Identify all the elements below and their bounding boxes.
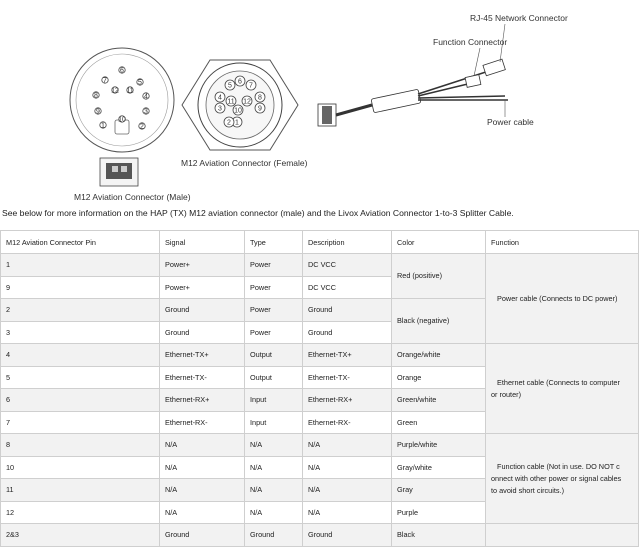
table-row <box>1 524 639 547</box>
pin-number-label: 1 <box>235 119 239 127</box>
function-connector-label: Function Connector <box>433 37 508 47</box>
cell-color: Gray <box>392 479 486 502</box>
cell-type: Output <box>245 344 303 367</box>
cell-description: Ethernet-TX+ <box>303 344 392 367</box>
splitter-cable-drawing <box>318 59 508 126</box>
function-ethernet-line1: Ethernet cable (Connects to computer <box>497 377 620 387</box>
table-row <box>1 434 639 457</box>
cell-function-ethernet <box>486 344 639 434</box>
pin-number-label: 12 <box>111 87 119 95</box>
cell-pin: 6 <box>1 389 160 412</box>
cell-signal: N/A <box>160 501 245 524</box>
pin-number-label: 11 <box>126 87 134 95</box>
cell-color: Orange <box>392 366 486 389</box>
cell-pin: 8 <box>1 434 160 457</box>
cell-description: N/A <box>303 501 392 524</box>
cell-type: Input <box>245 411 303 434</box>
cell-pin: 2&3 <box>1 524 160 547</box>
cell-color: Green <box>392 411 486 434</box>
pin-number-label: 2 <box>140 123 144 131</box>
cell-description: N/A <box>303 479 392 502</box>
function-ethernet-line2: or router) <box>491 389 522 399</box>
pin-number-label: 10 <box>118 116 126 124</box>
pin-number-label: 5 <box>138 79 142 87</box>
pin-number-label: 10 <box>234 107 242 115</box>
cell-pin: 4 <box>1 344 160 367</box>
pin-number-label: 4 <box>144 93 148 101</box>
cell-color-merged: Black (negative) <box>392 299 486 344</box>
cell-function-empty <box>486 524 639 547</box>
cell-signal: N/A <box>160 434 245 457</box>
cell-signal: Power+ <box>160 254 245 277</box>
function-unused-line1: Function cable (Not in use. DO NOT c <box>497 461 620 471</box>
pin-number-label: 5 <box>228 82 232 90</box>
cell-description: DC VCC <box>303 276 392 299</box>
cell-color: Purple <box>392 501 486 524</box>
cell-type: N/A <box>245 434 303 457</box>
table-row <box>1 344 639 367</box>
cell-type: N/A <box>245 479 303 502</box>
cell-description: N/A <box>303 434 392 457</box>
cell-pin: 7 <box>1 411 160 434</box>
function-unused-line2: onnect with other power or signal cables <box>491 473 622 483</box>
pin-number-label: 7 <box>249 82 253 90</box>
cell-color: Gray/white <box>392 456 486 479</box>
cell-signal: Ethernet-RX- <box>160 411 245 434</box>
cell-color: Purple/white <box>392 434 486 457</box>
cell-pin: 2 <box>1 299 160 322</box>
cell-description: Ethernet-TX- <box>303 366 392 389</box>
cell-type: Power <box>245 276 303 299</box>
cell-pin: 11 <box>1 479 160 502</box>
cell-pin: 3 <box>1 321 160 344</box>
col-header-function: Function <box>486 231 639 254</box>
cell-signal: N/A <box>160 479 245 502</box>
cell-pin: 12 <box>1 501 160 524</box>
function-power-text: Power cable (Connects to DC power) <box>497 293 618 303</box>
cell-pin: 9 <box>1 276 160 299</box>
connector-diagram <box>0 0 640 205</box>
table-header-row <box>1 231 639 254</box>
cell-color: Orange/white <box>392 344 486 367</box>
pin-number-label: 8 <box>258 94 262 102</box>
male-connector-face <box>70 48 174 152</box>
cell-description: Ground <box>303 321 392 344</box>
cell-signal: Ground <box>160 524 245 547</box>
cell-color: Black <box>392 524 486 547</box>
cell-description: Ethernet-RX+ <box>303 389 392 412</box>
cell-type: Ground <box>245 524 303 547</box>
cell-signal: N/A <box>160 456 245 479</box>
pin-number-label: 9 <box>96 108 100 116</box>
cell-pin: 1 <box>1 254 160 277</box>
cell-function-power <box>486 254 639 344</box>
col-header-signal: Signal <box>160 231 245 254</box>
pin-number-label: 6 <box>120 67 124 75</box>
cell-signal: Ethernet-TX- <box>160 366 245 389</box>
cell-type: Power <box>245 321 303 344</box>
cell-type: Output <box>245 366 303 389</box>
power-cable-label: Power cable <box>487 117 534 127</box>
cell-pin: 5 <box>1 366 160 389</box>
male-connector-label: M12 Aviation Connector (Male) <box>74 192 191 202</box>
pin-number-label: 2 <box>227 119 231 127</box>
cell-pin: 10 <box>1 456 160 479</box>
col-header-type: Type <box>245 231 303 254</box>
cell-type: Input <box>245 389 303 412</box>
pin-number-label: 4 <box>218 94 222 102</box>
pin-spec-table <box>0 230 639 547</box>
cell-description: Ethernet-RX- <box>303 411 392 434</box>
cell-description: Ground <box>303 524 392 547</box>
cell-type: N/A <box>245 501 303 524</box>
pin-number-label: 11 <box>227 98 235 106</box>
intro-paragraph: See below for more information on the HAP (TX) M12 aviation connector (male) and the Livox Aviation Connector 1-to-3 Splitter Cable. <box>2 208 514 218</box>
cell-description: N/A <box>303 456 392 479</box>
pin-number-label: 6 <box>238 78 242 86</box>
cell-function-unused <box>486 434 639 524</box>
cell-signal: Ethernet-RX+ <box>160 389 245 412</box>
table-row <box>1 254 639 277</box>
cell-signal: Ethernet-TX+ <box>160 344 245 367</box>
cell-color-merged: Red (positive) <box>392 254 486 299</box>
col-header-color: Color <box>392 231 486 254</box>
cell-type: Power <box>245 299 303 322</box>
pin-number-label: 3 <box>218 105 222 113</box>
pin-number-label: 12 <box>243 98 251 106</box>
cell-signal: Ground <box>160 321 245 344</box>
col-header-pin: M12 Aviation Connector Pin <box>1 231 160 254</box>
pin-number-label: 9 <box>258 105 262 113</box>
cell-signal: Ground <box>160 299 245 322</box>
pin-number-label: 3 <box>144 108 148 116</box>
col-header-description: Description <box>303 231 392 254</box>
rj45-label: RJ-45 Network Connector <box>470 13 568 23</box>
function-unused-line3: to avoid short circuits.) <box>491 485 564 495</box>
cell-description: DC VCC <box>303 254 392 277</box>
pin-number-label: 8 <box>94 92 98 100</box>
cell-signal: Power+ <box>160 276 245 299</box>
cell-description: Ground <box>303 299 392 322</box>
pin-number-label: 7 <box>103 77 107 85</box>
cell-type: N/A <box>245 456 303 479</box>
cell-type: Power <box>245 254 303 277</box>
cell-color: Green/white <box>392 389 486 412</box>
female-connector-label: M12 Aviation Connector (Female) <box>181 158 308 168</box>
pin-number-label: 1 <box>101 122 105 130</box>
male-connector-side <box>100 158 138 186</box>
